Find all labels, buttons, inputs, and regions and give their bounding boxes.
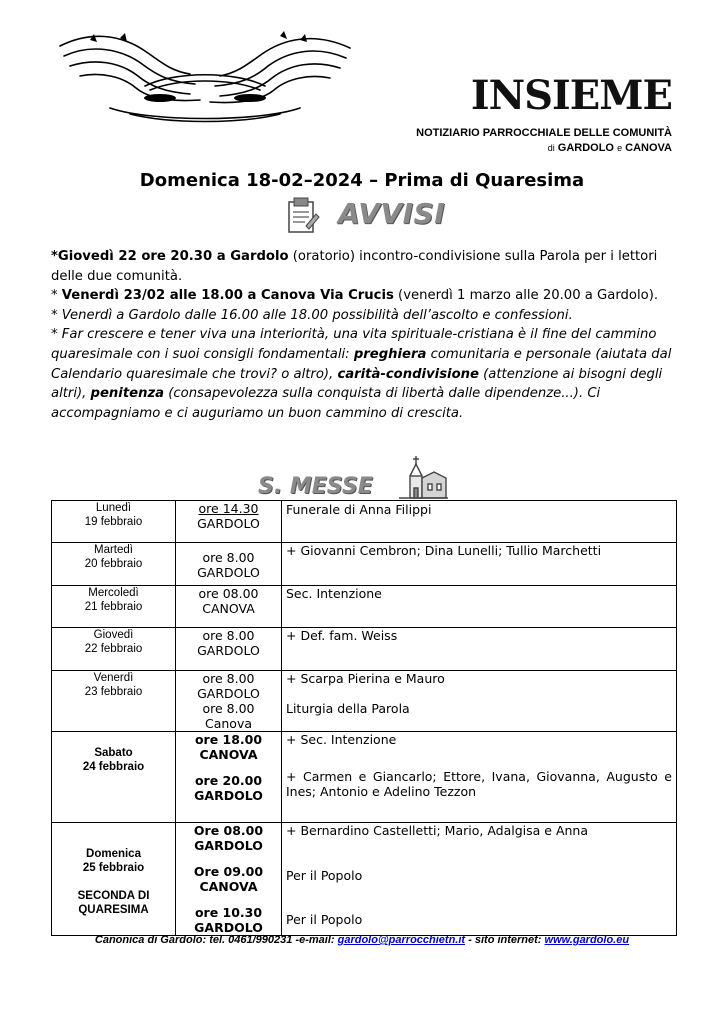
church-icon — [398, 454, 448, 500]
masthead-title: INSIEME — [470, 72, 672, 119]
footer-contacts: Canonica di Gardolo: tel. 0461/990231 -e-mail: gardolo@parrocchietn.it - sito internet: www.gardolo.eu — [94, 934, 630, 946]
page-title: Domenica 18-02–2024 – Prima di Quaresima — [139, 170, 585, 191]
table-row — [52, 501, 677, 543]
day-cell: Mercoledì 21 febbraio — [52, 586, 176, 628]
time-cell: ore 8.00 GARDOLO ore 8.00 Canova — [176, 671, 282, 732]
day-cell: Venerdì 23 febbraio — [52, 671, 176, 732]
notice-item: * Far crescere e tener viva una interiorità, una vita spirituale-cristiana è il fine del cammino quaresimale con i suoi consigli fondamentali: preghiera comunitaria e personale (aiutata dal Calendario quaresimale che trovi? o altro), carità-condivisione (attenzione ai bisogni degli altri), penitenza (consapevolezza sulla conquista di libertà dalle dipendenze...). Ci accompagniamo e ci auguriamo un buon cammino di crescita. — [51, 327, 672, 421]
time-cell: ore 8.00 GARDOLO — [176, 543, 282, 586]
table-row — [52, 823, 677, 936]
table-row — [52, 543, 677, 586]
table-row — [52, 628, 677, 671]
notice-item: * Venerdì 23/02 alle 18.00 a Canova Via Crucis (venerdì 1 marzo alle 20.00 a Gardolo). — [51, 288, 659, 304]
day-cell: Sabato 24 febbraio — [52, 732, 176, 823]
day-cell: Martedì 20 febbraio — [52, 543, 176, 586]
intention-cell: + Bernardino Castelletti; Mario, Adalgisa e Anna Per il Popolo Per il Popolo — [282, 823, 677, 936]
intention-cell: Sec. Intenzione — [282, 586, 677, 628]
hands-illustration — [50, 26, 360, 126]
notice-item: *Giovedì 22 ore 20.30 a Gardolo (oratorio) incontro-condivisione sulla Parola per i lettori delle due comunità. — [51, 249, 658, 284]
messe-heading: S. MESSE — [258, 474, 373, 499]
intention-cell: + Sec. Intenzione + Carmen e Giancarlo; Ettore, Ivana, Giovanna, Augusto e Ines; Antonio e Adelino Tezzon — [282, 732, 677, 823]
time-cell: ore 14.30 GARDOLO — [176, 501, 282, 543]
notice-item: * Venerdì a Gardolo dalle 16.00 alle 18.00 possibilità dell’ascolto e confessioni. — [51, 307, 573, 323]
table-row — [52, 586, 677, 628]
masthead-subtitle: NOTIZIARIO PARROCCHIALE DELLE COMUNITÀ — [416, 127, 672, 139]
day-cell: Lunedì 19 febbraio — [52, 501, 176, 543]
intention-cell: Funerale di Anna Filippi — [282, 501, 677, 543]
time-cell: ore 18.00 CANOVA ore 20.00 GARDOLO — [176, 732, 282, 823]
website-link[interactable]: www.gardolo.eu — [544, 934, 630, 946]
announcements — [51, 247, 676, 423]
table-row — [52, 732, 677, 823]
table-row — [52, 671, 677, 732]
time-cell: Ore 08.00 GARDOLO Ore 09.00 CANOVA ore 10.30 GARDOLO — [176, 823, 282, 936]
day-cell: Domenica 25 febbraio SECONDA DI QUARESIMA — [52, 823, 176, 936]
intention-cell: + Scarpa Pierina e Mauro Liturgia della Parola — [282, 671, 677, 732]
day-cell: Giovedì 22 febbraio — [52, 628, 176, 671]
email-link[interactable]: gardolo@parrocchietn.it — [337, 934, 466, 946]
intention-cell: + Giovanni Cembron; Dina Lunelli; Tullio Marchetti — [282, 543, 677, 586]
masthead-communities: di GARDOLO e CANOVA — [547, 142, 672, 154]
time-cell: ore 08.00 CANOVA — [176, 586, 282, 628]
time-cell: ore 8.00 GARDOLO — [176, 628, 282, 671]
mass-schedule-table — [51, 500, 677, 936]
notice-board-icon — [286, 196, 320, 236]
avvisi-heading: AVVISI — [338, 197, 446, 230]
intention-cell: + Def. fam. Weiss — [282, 628, 677, 671]
